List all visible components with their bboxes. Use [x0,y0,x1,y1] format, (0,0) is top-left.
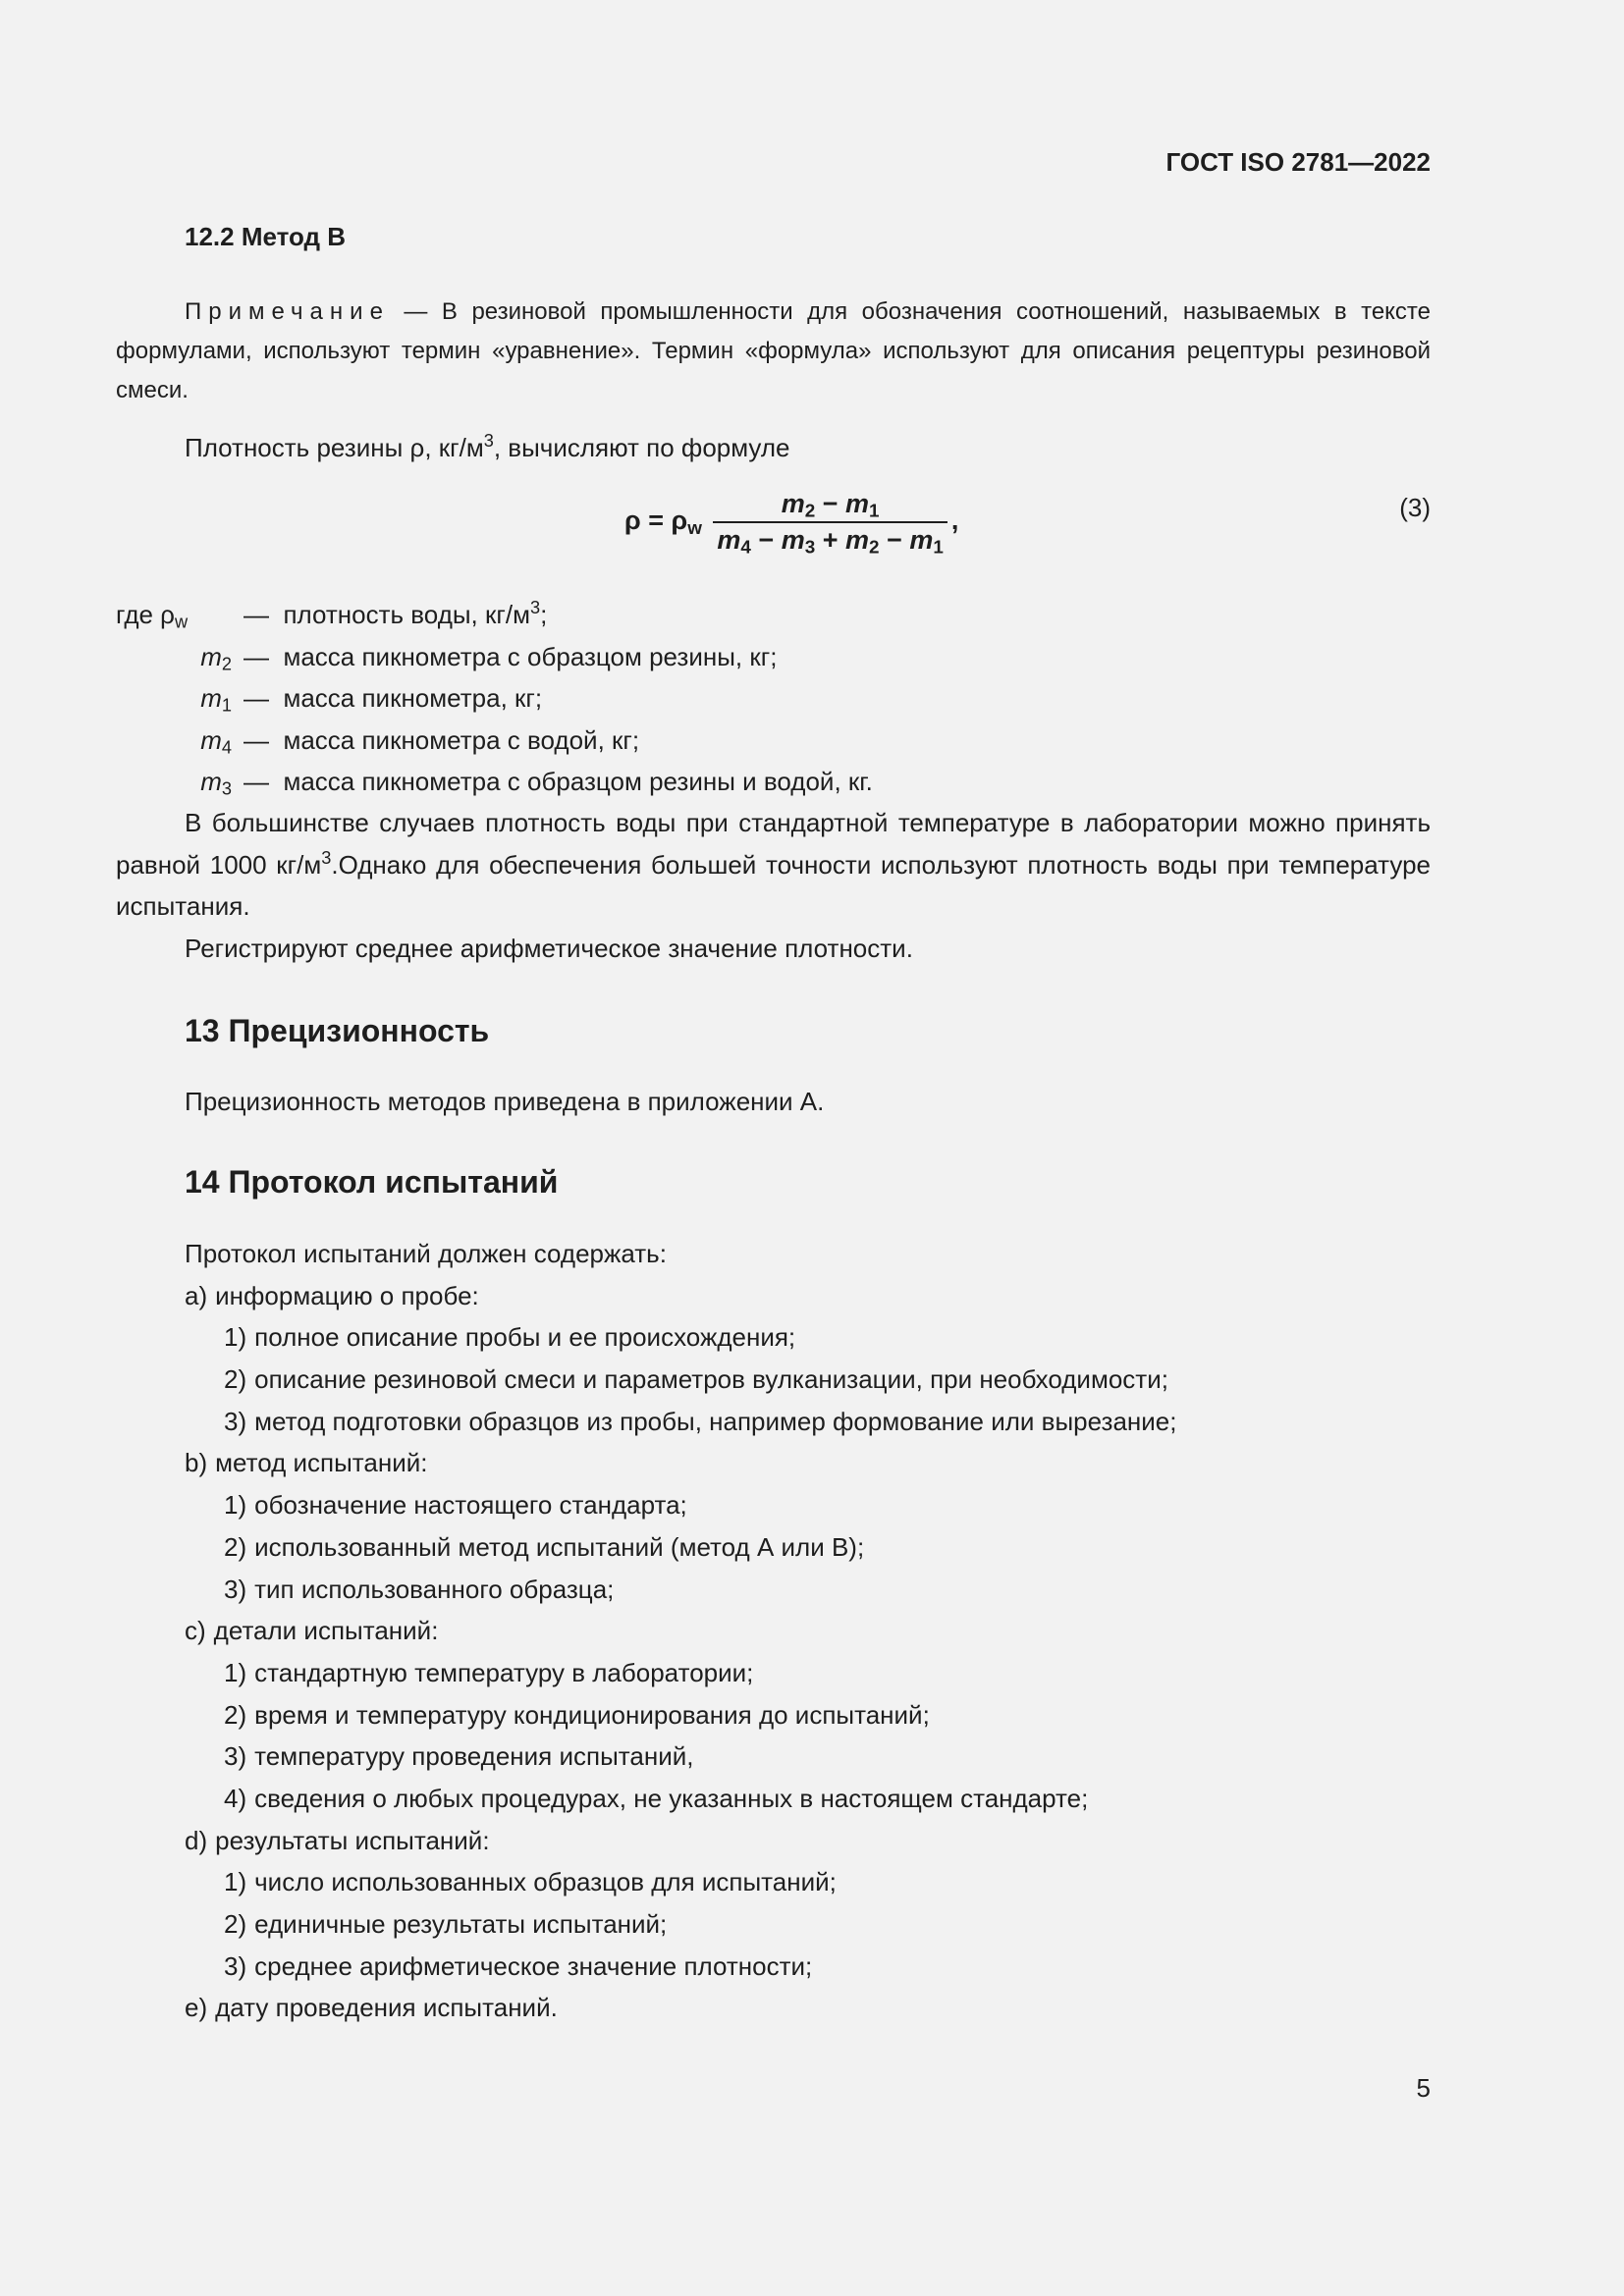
definition-row: $m_3$ — масса пикнометра с образцом резины и водой, кг. [116,761,1431,803]
section-14-title: 14 Протокол испытаний [185,1164,559,1200]
list-subitem: 2) единичные результаты испытаний; [224,1909,668,1939]
document-header: ГОСТ ISO 2781—2022 [1165,147,1431,177]
protocol-list [185,1233,1176,2029]
density-intro: Плотность резины ρ, $кг/м^3$, вычисляют по формуле [185,431,790,462]
definition-text: масса пикнометра с водой, кг; [283,724,640,755]
list-subitem: 1) полное описание пробы и ее происхождения; [224,1322,796,1353]
formula-denominator: $m_4 - m_3 + m_2 - m_1$ [717,525,944,559]
list-subitem: 1) число использованных образцов для испытаний; [224,1867,837,1897]
definition-row: $m_2$ — масса пикнометра с образцом резины, кг; [116,636,1431,678]
section-13-title: 13 Прецизионность [185,1013,490,1048]
definition-symbol: $m_3$ [200,767,232,799]
definition-symbol: где $\rho_w$ [116,600,189,632]
definition-text: плотность воды, $кг/м^3$; [283,598,548,629]
density-formula: $\rho = \rho_w$ $\frac{m_2 - m_1}{m_4 - m_3 + m_2 - m_1}$ , [624,489,959,559]
list-subitem: 4) сведения о любых процедурах, не указанных в настоящем стандарте; [224,1783,1089,1813]
formula-fraction [713,489,947,559]
definition-text: масса пикнометра, кг; [283,683,543,713]
list-subitem: 3) тип использованного образца; [224,1574,615,1604]
list-item: d) результаты испытаний: [185,1825,490,1855]
list-subitem: 3) среднее арифметическое значение плотности; [224,1950,813,1981]
page-number: 5 [1416,2073,1431,2103]
definition-row: где $\rho_w$ — плотность воды, $кг/м^3$; [116,594,1431,636]
list-subitem: 2) описание резиновой смеси и параметров вулканизации, при необходимости; [224,1364,1168,1395]
definition-symbol: $m_2$ [200,641,232,674]
list-item: c) детали испытаний: [185,1616,439,1646]
list-subitem: 3) метод подготовки образцов из пробы, например формование или вырезание; [224,1406,1177,1436]
list-subitem: 2) время и температуру кондиционирования до испытаний; [224,1699,930,1730]
list-intro: Протокол испытаний должен содержать: [185,1239,667,1268]
list-subitem: 2) использованный метод испытаний (метод А или В); [224,1531,865,1562]
definition-row: $m_1$ — масса пикнометра, кг; [116,677,1431,720]
section-13-text: Прецизионность методов приведена в приложении А. [185,1087,825,1116]
list-item: е) дату проведения испытаний. [185,1993,558,2023]
definition-text: масса пикнометра с образцом резины, кг; [283,641,778,671]
note-text: — В резиновой промышленности для обозначения соотношений, называемых в тексте формулами, используют термин «уравнение». Термин «формула» используют для описания рецептуры резиновой смеси. [116,298,1431,403]
definitions-list [116,594,1431,803]
list-subitem: 3) температуру проведения испытаний, [224,1741,694,1772]
formula-number: (3) [1399,493,1431,522]
definition-text: масса пикнометра с образцом резины и водой, кг. [283,767,873,796]
list-item: b) метод испытаний: [185,1448,428,1478]
water-density-paragraph: В большинстве случаев плотность воды при стандартной температуре в лаборатории можно принять равной 1000 $кг/м^3.Однако$ для обеспечения большей точности используют плотность воды при температуре испытания. [116,808,1431,921]
list-subitem: 1) обозначение настоящего стандарта; [224,1490,687,1521]
section-12-2-title: 12.2 Метод В [185,222,347,251]
list-item: а) информацию о пробе: [185,1280,479,1310]
note-paragraph [116,293,1431,410]
definition-symbol: $m_1$ [200,683,232,716]
definition-row: $m_4$ — масса пикнометра с водой, кг; [116,720,1431,762]
definition-symbol: $m_4$ [200,724,232,758]
formula-numerator: $m_2 - m_1$ [713,489,947,523]
note-label: Примечание [185,298,390,325]
register-paragraph: Регистрируют среднее арифметическое значение плотности. [185,934,913,963]
list-subitem: 1) стандартную температуру в лаборатории; [224,1657,754,1687]
